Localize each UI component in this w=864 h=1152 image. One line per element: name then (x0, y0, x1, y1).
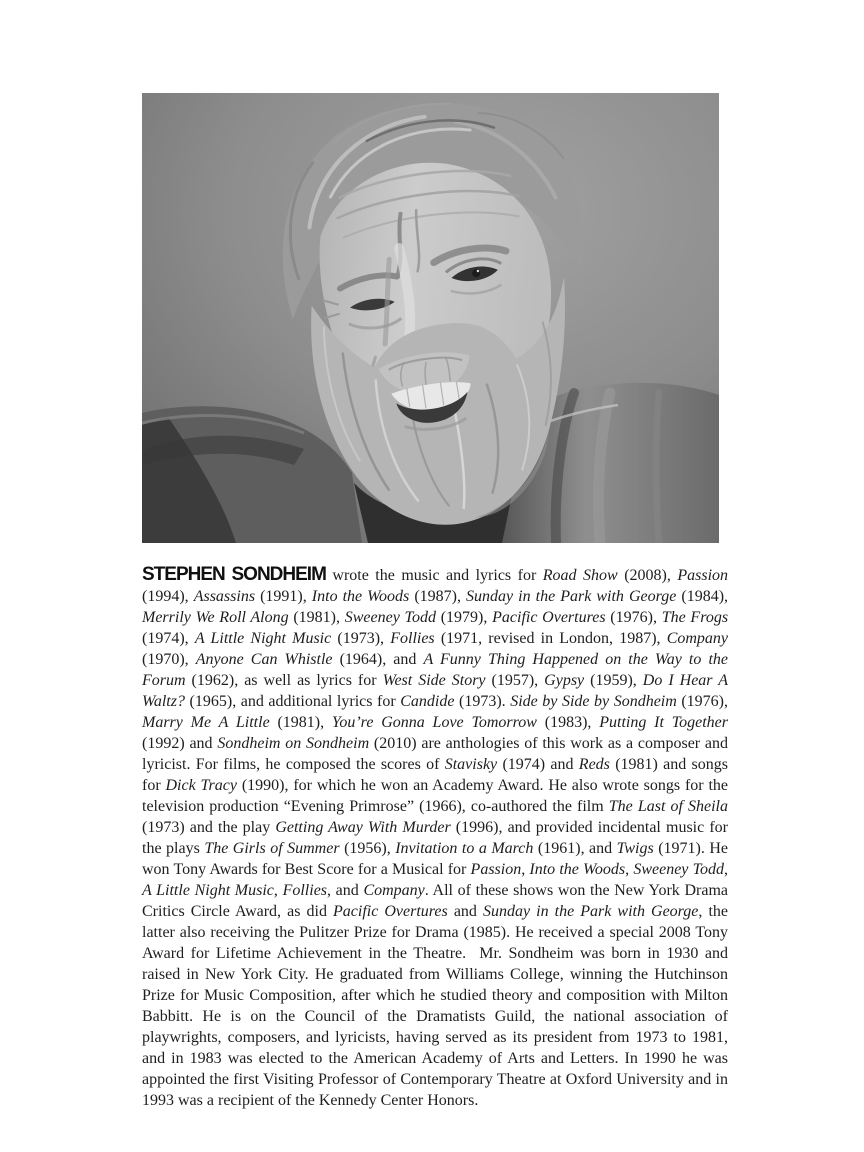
bio-text: wrote the music and lyrics for Road Show (2008), Passion (1994), Assassins (1991), Into the Woods (1987), Sunday in the Park with George (1984), Merrily We Roll Along (1981), Sweeney Todd (1979), Pacific Overtures (1976), The Frogs (1974), A Little Night Music (1973), Follies (1971, revised in London, 1987), Company (1970), Anyone Can Whistle (1964), and A Funny Thing Happened on the Way to the Forum (1962), as well as lyrics for West Side Story (1957), Gypsy (1959), Do I Hear A Waltz? (1965), and additional lyrics for Candide (1973). Side by Side by Sondheim (1976), Marry Me A Little (1981), You’re Gonna Love Tomorrow (1983), Putting It Together (1992) and Sondheim on Sondheim (2010) are anthologies of this work as a composer and lyricist. For films, he composed the scores of Stavisky (1974) and Reds (1981) and songs for Dick Tracy (1990), for which he won an Academy Award. He also wrote songs for the television production “Evening Primrose” (1966), co-authored the film The Last of Sheila (1973) and the play Getting Away With Murder (1996), and provided incidental music for the plays The Girls of Summer (1956), Invitation to a March (1961), and Twigs (1971). He won Tony Awards for Best Score for a Musical for Passion, Into the Woods, Sweeney Todd, A Little Night Music, Follies, and Company. All of these shows won the New York Drama Critics Circle Award, as did Pacific Overtures and Sunday in the Park with George, the latter also receiving the Pulitzer Prize for Drama (1985). He received a special 2008 Tony Award for Lifetime Achievement in the Theatre. Mr. Sondheim was born in 1930 and raised in New York City. He graduated from Williams College, winning the Hutchinson Prize for Music Composition, after which he studied theory and composition with Milton Babbitt. He is on the Council of the Dramatists Guild, the national association of playwrights, composers, and lyricists, having served as its president from 1973 to 1981, and in 1983 was elected to the American Academy of Arts and Letters. In 1990 he was appointed the first Visiting Professor of Contemporary Theatre at Oxford University and in 1993 was a recipient of the Kennedy Center Honors. (142, 567, 729, 1109)
bio-paragraph (142, 564, 728, 1111)
portrait-photo (142, 93, 719, 543)
portrait-illustration (142, 93, 719, 543)
bio-heading: STEPHEN SONDHEIM (142, 564, 326, 585)
